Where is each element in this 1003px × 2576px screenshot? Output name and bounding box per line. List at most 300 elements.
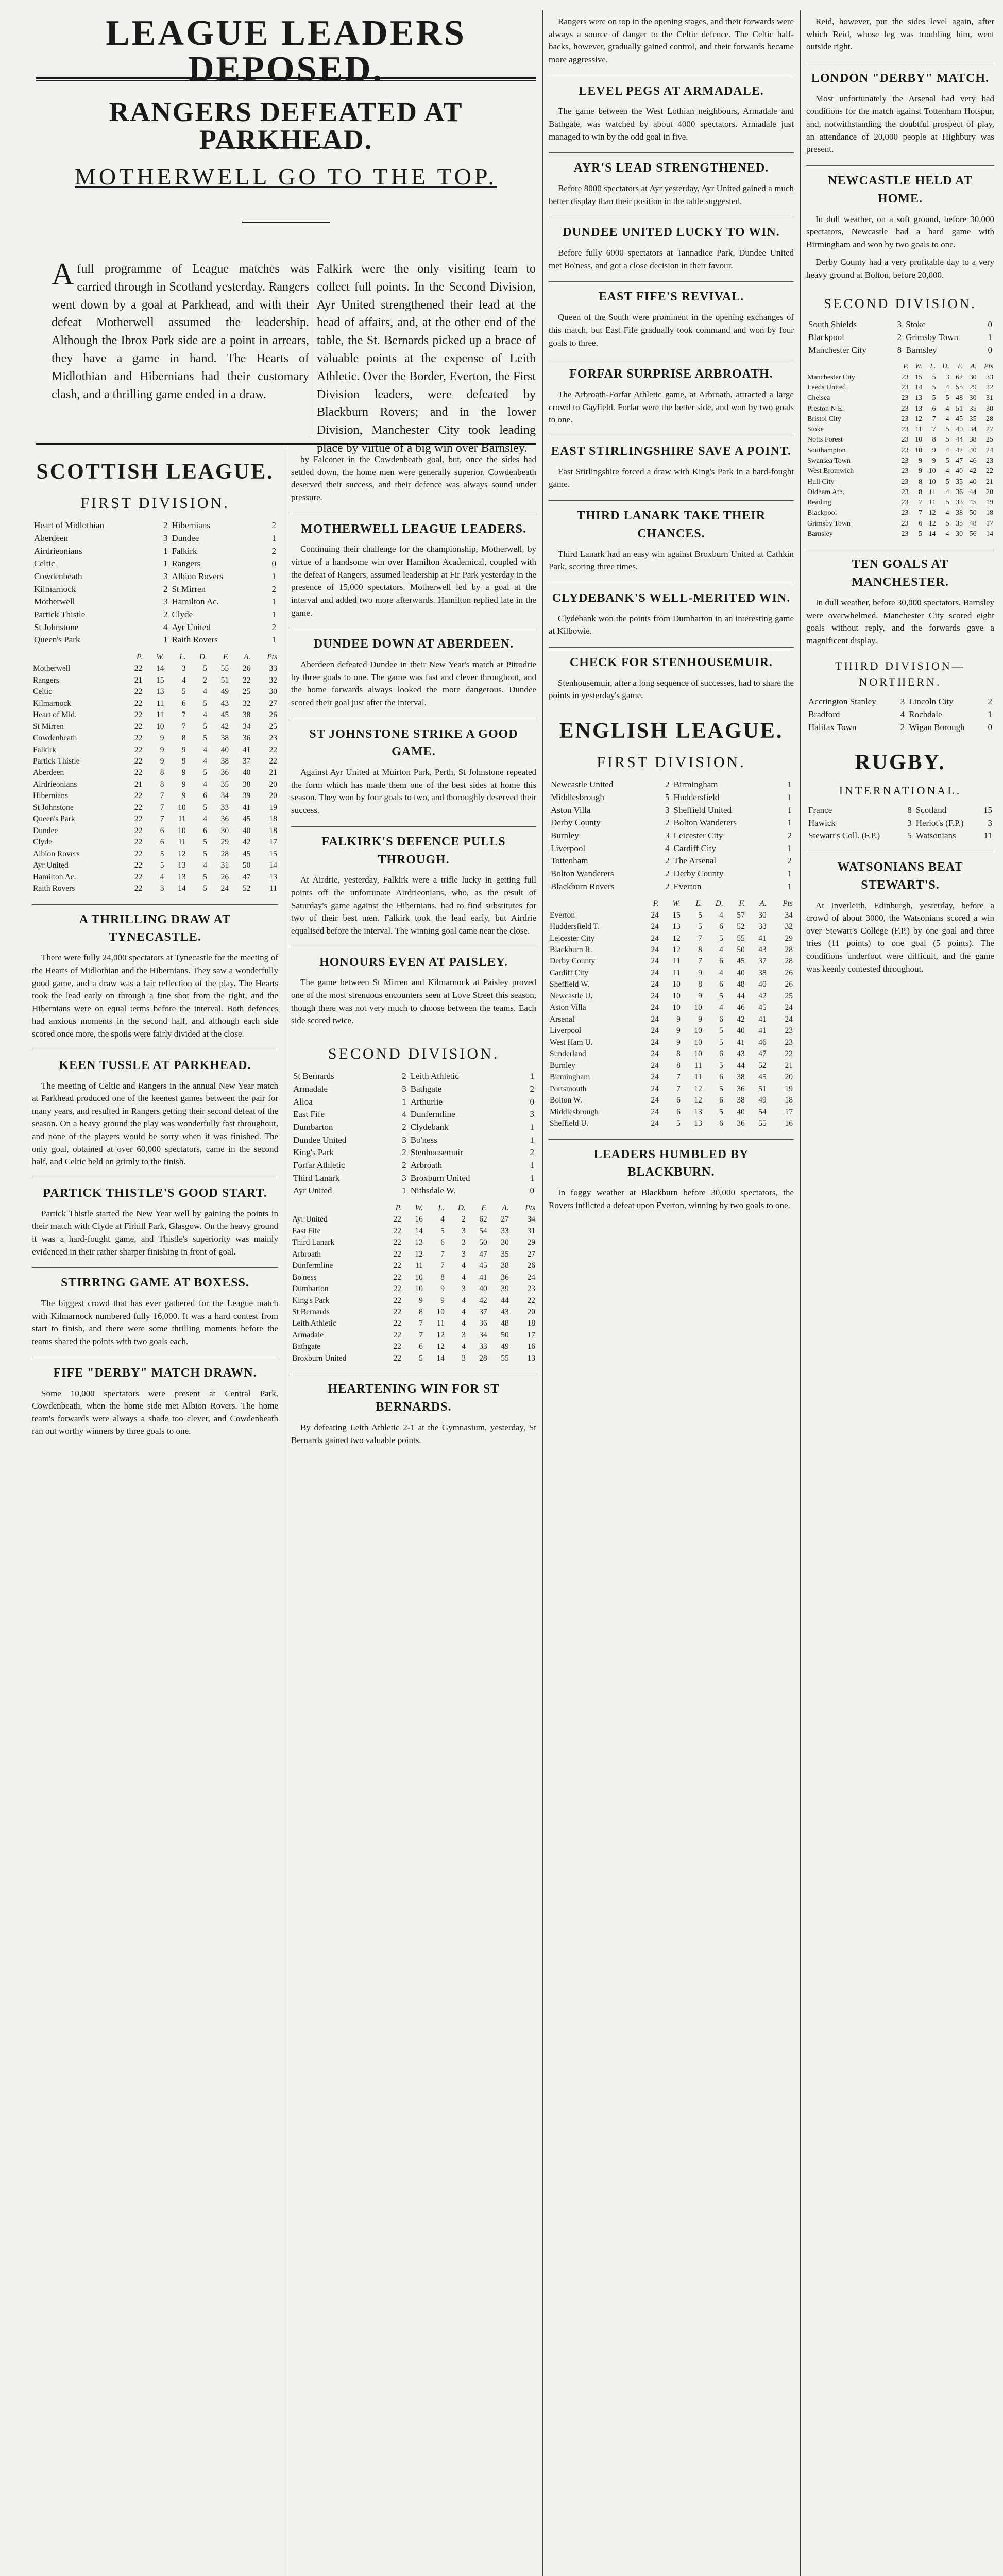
stat-cell: 9 [160,734,164,743]
stat-cell: 8 [440,1273,445,1282]
stat-cell: 5 [698,922,702,931]
stat-cell: 4 [945,415,949,423]
stat-cell: 40 [969,478,977,486]
stat-cell: 36 [479,1319,487,1328]
table-row [32,883,278,894]
result-row [291,1121,536,1134]
result-row [549,829,794,842]
stat-cell: 42 [220,722,229,731]
stat-cell: 32 [986,383,993,392]
home-score: 2 [665,779,670,790]
stat-cell: 23 [901,499,909,507]
stat-cell: 8 [160,779,164,789]
away-score: 1 [787,868,792,878]
article-heading: EAST FIFE'S REVIVAL. [549,281,794,306]
stat-cell: 8 [419,1308,423,1316]
table-row [549,1048,794,1060]
stat-cell: 4 [203,757,207,766]
table-row [549,1037,794,1048]
stat-cell: 38 [737,1096,745,1105]
table-row [549,1118,794,1129]
away-team: Wigan Borough [909,722,965,732]
stat-cell: 14 [986,530,993,538]
article-text: Reid, however, put the sides level again, after which Reid, whose leg was troubling him, went outside right. [806,16,994,52]
away-team: Dunfermline [410,1109,455,1120]
result-row [291,1070,536,1083]
stat-cell: 40 [956,426,963,434]
stat-cell: 33 [479,1342,487,1351]
column-header: W. [415,1203,423,1212]
article-heading: FIFE "DERBY" MATCH DRAWN. [32,1358,278,1382]
stat-cell: 52 [242,884,251,893]
stat-cell: 32 [242,699,251,708]
stat-cell: 23 [986,457,993,465]
result-row [32,532,278,545]
away-team: Watsonians [915,831,956,841]
article-text: Before fully 6000 spectators at Tannadice Park, Dundee United met Bo'ness, and got a close decision in their favour. [549,248,794,270]
stat-cell: 5 [203,768,207,777]
stat-cell: 43 [737,1049,745,1059]
stat-cell: 4 [203,710,207,720]
column-rule [542,10,543,2576]
team-name: Oldham Ath. [807,488,845,496]
stat-cell: 11 [156,699,164,708]
home-team: Liverpool [551,843,586,853]
english-first-division-title: FIRST DIVISION. [597,753,746,771]
stat-cell: 14 [156,664,164,673]
stat-cell: 13 [915,404,923,413]
home-score: 2 [897,332,902,343]
table-row [32,663,278,674]
home-score: 1 [163,546,168,556]
stat-cell: 5 [932,383,936,392]
article-text: Partick Thistle started the New Year well by gaining the points in their match with Clyde at Firhill Park, Glasgow. On the heavy ground it was a hard-fought game, and Thistle's superiority was mainly evidenced in their rather sharper finishing in front of goal. [32,1208,278,1257]
result-row [32,634,278,647]
stat-cell: 4 [462,1273,466,1282]
stat-cell: 11 [436,1319,445,1328]
stat-cell: 6 [719,1073,723,1082]
home-score: 2 [402,1122,406,1132]
stat-cell: 34 [220,791,229,801]
stat-cell: 44 [969,488,977,496]
result-row [32,519,278,532]
stat-cell: 5 [945,436,949,444]
result-row [549,842,794,855]
column-header: A. [502,1203,509,1212]
table-row [32,686,278,698]
home-score: 3 [163,571,168,581]
article-heading: EAST STIRLINGSHIRE SAVE A POINT. [549,436,794,461]
stat-cell: 62 [956,373,963,381]
article-text: The meeting of Celtic and Rangers in the annual New Year match at Parkhead produced one of the keenest games between the pair for many years, and resulted in Rangers getting their second defeat of the season. On a heavy ground the play was wonderfully fast throughout, and none of the players would be sorry when it was finished. The only goal, obtained at over 60,000 spectators, came in the second half, and Celtic held on grimly to the finish. [32,1080,278,1167]
team-name: Barnsley [807,530,833,538]
away-score: 1 [530,1173,534,1183]
stat-cell: 6 [719,1049,723,1059]
table-row [291,1249,536,1260]
subheadline: RANGERS DEFEATED AT PARKHEAD. [109,96,463,155]
stat-cell: 6 [203,791,207,801]
rugby-results [806,804,994,842]
divider [36,80,536,81]
stat-cell: 5 [719,1026,723,1036]
home-score: 2 [900,722,905,732]
stat-cell: 22 [134,722,143,731]
stat-cell: 4 [181,675,186,685]
english-second-results [806,318,994,357]
home-team: East Fife [293,1109,325,1120]
table-row [32,802,278,814]
article-text: The game between the West Lothian neighbours, Armadale and Bathgate, was watched by about 4000 spectators. Armadale just managed to win by the odd goal in five. [549,106,794,142]
home-team: Middlesbrough [551,792,604,803]
table-row [549,968,794,979]
column-rule [800,10,801,2576]
home-score: 3 [163,597,168,607]
team-name: Newcastle U. [550,991,593,1001]
stat-cell: 52 [758,1061,767,1070]
table-row [806,487,994,498]
stat-cell: 28 [479,1353,487,1363]
stat-cell: 29 [785,934,793,943]
stat-cell: 41 [758,1014,767,1024]
stat-cell: 22 [134,710,143,720]
away-team: Stoke [906,319,926,330]
away-team: Clydebank [410,1122,449,1132]
stat-cell: 9 [181,745,186,754]
stat-cell: 15 [269,849,277,858]
intro-left-text: full programme of League matches was carried through in Scotland yesterday. Rangers went down by a goal at Parkhead, and with their defeat Motherwell assumed the leadership. Although the Ibrox Park side are a point in arrears, they have a game in hand. The Hearts of Midlothian and Hibernians had their customary clash, and a thrilling game ended in a draw. [52,262,309,401]
table-row [32,872,278,883]
stat-cell: 30 [269,687,277,697]
stat-cell: 5 [160,849,164,858]
home-team: South Shields [808,319,857,330]
article-heading: DUNDEE UNITED LUCKY TO WIN. [549,217,794,242]
stat-cell: 35 [969,415,977,423]
stat-cell: 6 [160,826,164,835]
stat-cell: 22 [785,1049,793,1059]
stat-cell: 24 [651,1073,659,1082]
table-row [291,1272,536,1283]
home-score: 3 [402,1084,406,1094]
stat-cell: 3 [945,373,949,381]
article-text: The game between St Mirren and Kilmarnock at Paisley proved one of the most strenuous encounters seen at Love Street this season, though there was not very much to choose between the teams. Each side scored twice. [291,977,536,1026]
stat-cell: 9 [676,1014,681,1024]
team-name: Ayr United [33,861,69,870]
team-name: Burnley [550,1061,575,1070]
article-heading: NEWCASTLE HELD AT HOME. [806,165,994,208]
column-header: Pts [267,652,277,662]
table-row [32,721,278,733]
stat-cell: 38 [242,779,251,789]
column-header: P. [136,652,143,662]
stat-cell: 55 [501,1353,509,1363]
stat-cell: 23 [901,415,909,423]
stat-cell: 19 [269,803,277,812]
second-subheadline: MOTHERWELL GO TO THE TOP. [74,163,497,190]
stat-cell: 7 [919,509,923,517]
article-text: Some 10,000 spectators were present at Central Park, Cowdenbeath, when the home side met Albion Rovers. The home team's forwards were always a shade too clever, and Cowdenbeath ran out worthy winners by three goals to one. [32,1388,278,1436]
stat-cell: 5 [203,838,207,847]
team-name: Liverpool [550,1026,582,1036]
stat-cell: 26 [242,664,251,673]
stat-cell: 12 [694,1096,702,1105]
english-second-table [806,362,994,539]
team-name: St Bernards [292,1308,330,1316]
result-row [32,570,278,583]
stat-cell: 5 [719,1038,723,1047]
stat-cell: 6 [419,1342,423,1351]
stat-cell: 2 [462,1215,466,1224]
team-name: Manchester City [807,373,855,381]
stat-cell: 6 [719,1014,723,1024]
result-row [549,804,794,817]
stat-cell: 23 [901,383,909,392]
stat-cell: 8 [698,980,702,989]
stat-cell: 41 [758,934,767,943]
stat-cell: 22 [134,757,143,766]
scottish-table [32,652,278,895]
stat-cell: 40 [737,1026,745,1036]
result-row [32,545,278,558]
stat-cell: 24 [785,1003,793,1012]
article-text: The biggest crowd that has ever gathered for the League match with Kilmarnock numbered fully 16,000. It was a hard contest from start to finish, and there were some thrilling moments before the teams shared the points with two goals each. [32,1298,278,1347]
away-team: Bathgate [410,1084,442,1094]
team-name: Swansea Town [807,457,851,465]
stat-cell: 24 [651,1014,659,1024]
column-header [806,362,896,372]
team-name: Stoke [807,426,824,434]
stat-cell: 4 [945,467,949,476]
stat-cell: 7 [440,1261,445,1270]
away-score: 0 [988,345,992,355]
stat-cell: 3 [462,1330,466,1340]
stat-cell: 5 [945,394,949,402]
stat-cell: 13 [694,1119,702,1128]
table-row [291,1318,536,1329]
stat-cell: 9 [919,467,923,476]
stat-cell: 45 [220,710,229,720]
result-row [806,696,994,708]
first-division-title: FIRST DIVISION. [80,494,230,512]
home-team: Bradford [808,709,840,719]
result-row [291,1184,536,1197]
stat-cell: 6 [919,519,923,528]
stat-cell: 24 [651,1107,659,1116]
article-text: Continuing their challenge for the championship, Motherwell, by virtue of a handsome win over Hamilton Academical, coupled with the defeat of Rangers, assumed leadership at Fir Park yesterday in the presence of 15,000 spectators. Motherwell led by a goal at the interval and added two more afterwards. Hamilton replied late in the game. [291,544,536,618]
away-team: Barnsley [906,345,937,355]
scottish-results [32,519,278,646]
stat-cell: 7 [160,803,164,812]
table-row [806,383,994,393]
home-team: Kilmarnock [34,584,76,594]
table-row [291,1295,536,1307]
team-name: Ayr United [292,1215,328,1224]
table-row [806,519,994,529]
home-team: Bolton Wanderers [551,868,614,878]
article-heading: KEEN TUSSLE AT PARKHEAD. [32,1050,278,1075]
stat-cell: 9 [160,757,164,766]
stat-cell: 5 [181,687,186,697]
result-row [32,557,278,570]
stat-cell: 4 [945,404,949,413]
team-name: West Bromwich [807,467,854,476]
stat-cell: 21 [269,768,277,777]
result-row [291,1146,536,1159]
stat-cell: 42 [242,838,251,847]
stat-cell: 24 [651,957,659,966]
result-row [291,1083,536,1096]
stat-cell: 22 [393,1308,401,1316]
table-row [291,1330,536,1341]
table-row [549,910,794,921]
stat-cell: 11 [672,957,681,966]
stat-cell: 35 [956,478,963,486]
stat-cell: 40 [969,446,977,454]
stat-cell: 23 [527,1284,535,1294]
stat-cell: 22 [527,1296,535,1305]
home-team: St Johnstone [34,622,79,632]
table-row [32,825,278,837]
stat-cell: 46 [758,1038,767,1047]
column-header: F. [739,899,745,908]
stat-cell: 55 [737,934,745,943]
stat-cell: 23 [901,478,909,486]
stat-cell: 17 [269,838,277,847]
stat-cell: 47 [956,457,963,465]
stat-cell: 21 [134,675,143,685]
home-team: Derby County [551,818,601,828]
stat-cell: 24 [651,910,659,920]
stat-cell: 22 [393,1238,401,1247]
stat-cell: 25 [986,436,993,444]
home-score: 3 [665,830,670,840]
stat-cell: 34 [242,722,251,731]
stat-cell: 5 [932,394,936,402]
stat-cell: 26 [220,872,229,882]
away-score: 3 [530,1109,534,1120]
stat-cell: 36 [220,815,229,824]
stat-cell: 4 [719,1003,723,1012]
stat-cell: 4 [203,745,207,754]
stat-cell: 35 [969,404,977,413]
table-row [806,466,994,477]
stat-cell: 41 [737,1038,745,1047]
stat-cell: 37 [242,757,251,766]
stat-cell: 3 [462,1226,466,1235]
stat-cell: 40 [242,768,251,777]
stat-cell: 44 [737,1061,745,1070]
stat-cell: 12 [415,1249,423,1259]
team-name: Sheffield U. [550,1119,589,1128]
stat-cell: 3 [462,1353,466,1363]
stat-cell: 48 [969,519,977,528]
result-row [291,1172,536,1185]
stat-cell: 13 [156,687,164,697]
stat-cell: 7 [419,1330,423,1340]
stat-cell: 21 [986,478,993,486]
away-score: 15 [983,805,992,816]
stat-cell: 10 [928,467,936,476]
stat-cell: 10 [672,980,681,989]
stat-cell: 22 [393,1330,401,1340]
stat-cell: 23 [901,394,909,402]
stat-cell: 9 [181,757,186,766]
team-name: Hibernians [33,791,69,801]
stat-cell: 30 [969,373,977,381]
home-score: 4 [163,622,168,632]
column-header: F. [957,363,963,371]
result-row [549,880,794,893]
stat-cell: 23 [785,1038,793,1047]
stat-cell: 18 [269,826,277,835]
article-text: In foggy weather at Blackburn before 30,000 spectators, the Rovers inflicted a defeat upon Everton, winning by two goals to one. [549,1188,794,1210]
column-header: L. [438,1203,445,1212]
table-row [806,529,994,539]
home-score: 2 [665,818,670,828]
away-team: Everton [673,881,702,891]
stat-cell: 45 [242,815,251,824]
stat-cell: 8 [181,734,186,743]
article-heading: ST JOHNSTONE STRIKE A GOOD GAME. [291,719,536,761]
team-name: Hamilton Ac. [33,872,76,882]
stat-cell: 49 [501,1342,509,1351]
article-heading: TEN GOALS AT MANCHESTER. [806,549,994,591]
stat-cell: 22 [134,664,143,673]
away-team: Dundee [172,533,199,544]
stat-cell: 22 [134,884,143,893]
stat-cell: 11 [694,1073,702,1082]
table-row [549,1107,794,1118]
stat-cell: 38 [501,1261,509,1270]
away-team: Leicester City [673,830,723,840]
home-team: Hawick [808,818,836,828]
stat-cell: 22 [134,791,143,801]
table-row [32,756,278,767]
stat-cell: 12 [436,1342,445,1351]
column-2 [291,453,536,2576]
table-row [32,709,278,721]
stat-cell: 12 [915,415,923,423]
column-header: D. [199,652,207,662]
stat-cell: 4 [203,779,207,789]
stat-cell: 39 [242,791,251,801]
stat-cell: 22 [134,815,143,824]
article-heading: DUNDEE DOWN AT ABERDEEN. [291,629,536,653]
team-name: Reading [807,499,831,507]
stat-cell: 42 [737,1014,745,1024]
home-score: 2 [163,609,168,619]
home-score: 2 [402,1160,406,1170]
team-name: Bristol City [807,415,841,423]
stat-cell: 10 [436,1308,445,1316]
stat-cell: 32 [785,922,793,931]
home-score: 2 [665,881,670,891]
stat-cell: 27 [269,699,277,708]
team-name: Airdrieonians [33,779,77,789]
result-row [549,791,794,804]
stat-cell: 4 [945,446,949,454]
away-score: 0 [988,319,992,330]
away-score: 1 [787,881,792,891]
stat-cell: 6 [676,1096,681,1105]
team-name: Leeds United [807,383,846,392]
english-results [549,778,794,893]
stat-cell: 50 [242,861,251,870]
away-score: 2 [988,697,992,707]
table-row [549,979,794,990]
away-score: 2 [787,830,792,840]
stat-cell: 13 [269,872,277,882]
stat-cell: 24 [785,1014,793,1024]
